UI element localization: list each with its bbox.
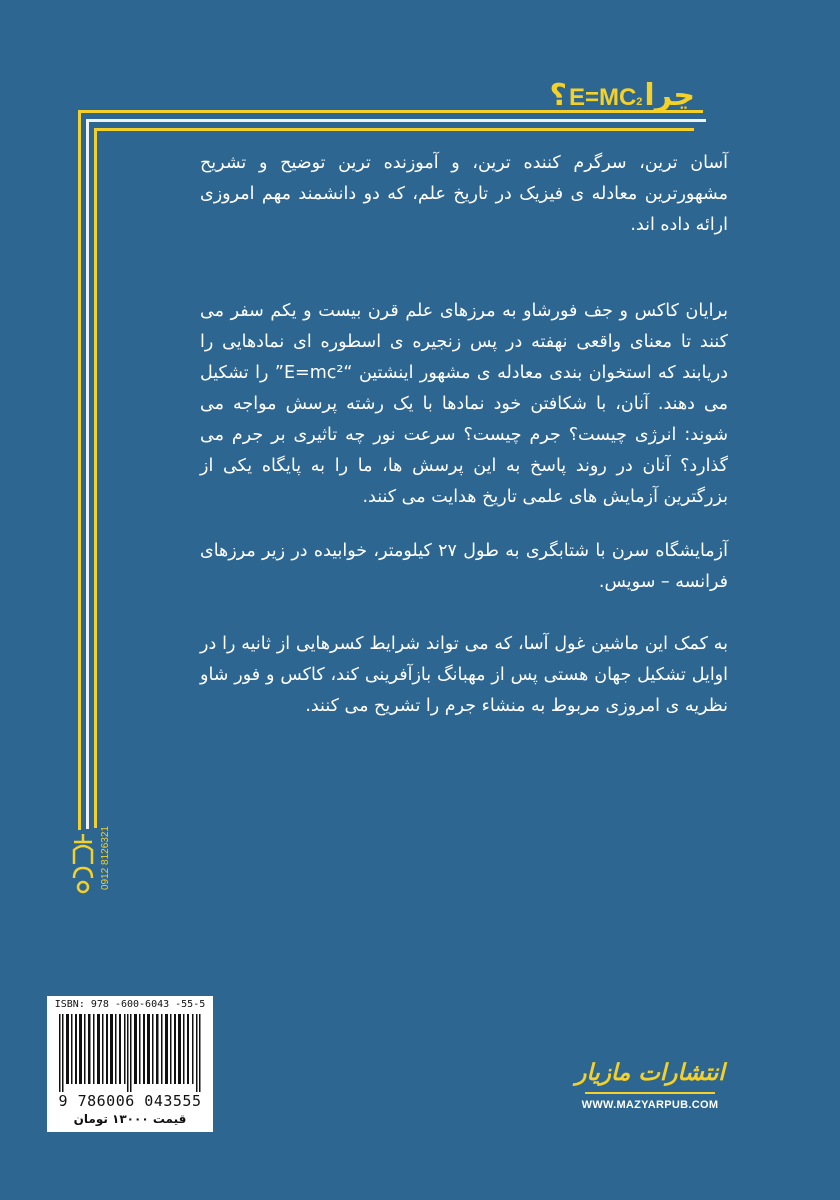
title-equation [569,78,642,118]
paragraph-text: آسان ترین، سرگرم کننده ترین، و آموزنده ترین توضیح و تشریح مشهورترین معادله ی فیزیک در تاریخ علم، که دو دانشمند مهم امروزی ارائه داده اند. [200,153,728,235]
barcode-bars [57,1014,203,1092]
book-title [550,78,695,118]
price-label: قیمت ۱۳۰۰۰ تومان [73,1112,187,1126]
barcode-digits: 9 786006 043555 [58,1092,202,1110]
frame-left-white [86,119,89,829]
frame-top-white [86,119,706,122]
paragraph-description [200,296,728,513]
paragraph-text: به کمک این ماشین غول آسا، که می تواند شرایط کسرهایی از ثانیه را در اوایل تشکیل جهان هستی پس از مهبانگ بازآفرینی کند، کاکس و فور شاو نظریه ی امروزی مربوط به منشاء جرم را تشریح می کنند. [200,634,728,716]
frame-left-yellow [78,110,81,830]
title-question-mark: ؟ [549,78,567,113]
publisher-url[interactable]: WWW.MAZYARPUB.COM [581,1099,719,1111]
title-equation-text: E=MC [568,84,637,111]
frame-left-yellow-inner [94,128,97,828]
title-exponent: 2 [636,96,643,108]
designer-credit [46,826,116,902]
title-word: چرا [644,78,695,113]
paragraph-intro [200,148,728,241]
paragraph-text: برایان کاکس و جف فورشاو به مرزهای علم قرن بیست و یکم سفر می کنند تا معنای واقعی نهفته در پس زنجیره ی اسطوره ای نمادهایی را دریابند که استخوان بندی معادله ی مشهور اینشتین “E=mc²” را تشکیل می دهند. آنان، با شکافتن خود نمادها با یک رشته پرسش مواجه می شوند: انرژی چیست؟ جرم چیست؟ سرعت نور چه تاثیری بر جرم می گذارد؟ آنان در روند پاسخ به این پرسش ها، ما را به پایگاه یکی از بزرگترین آزمایش های علمی تاریخ هدایت می کنند. [200,301,728,507]
publisher-block [570,1058,730,1111]
designer-logo-icon [66,832,100,894]
paragraph-cern [200,536,728,598]
paragraph-conclusion [200,629,728,722]
barcode-panel [47,996,213,1132]
isbn-label: ISBN: 978 -600-6043 -55-5 [54,999,206,1010]
designer-phone: 0912 8126321 [100,826,111,890]
frame-top-yellow-inner [94,128,694,131]
publisher-divider [585,1092,715,1094]
publisher-logo: انتشارات مازیار [575,1059,725,1086]
paragraph-text: آزمایشگاه سرن با شتابگری به طول ۲۷ کیلومتر، خوابیده در زیر مرزهای فرانسه – سویس. [200,541,728,592]
